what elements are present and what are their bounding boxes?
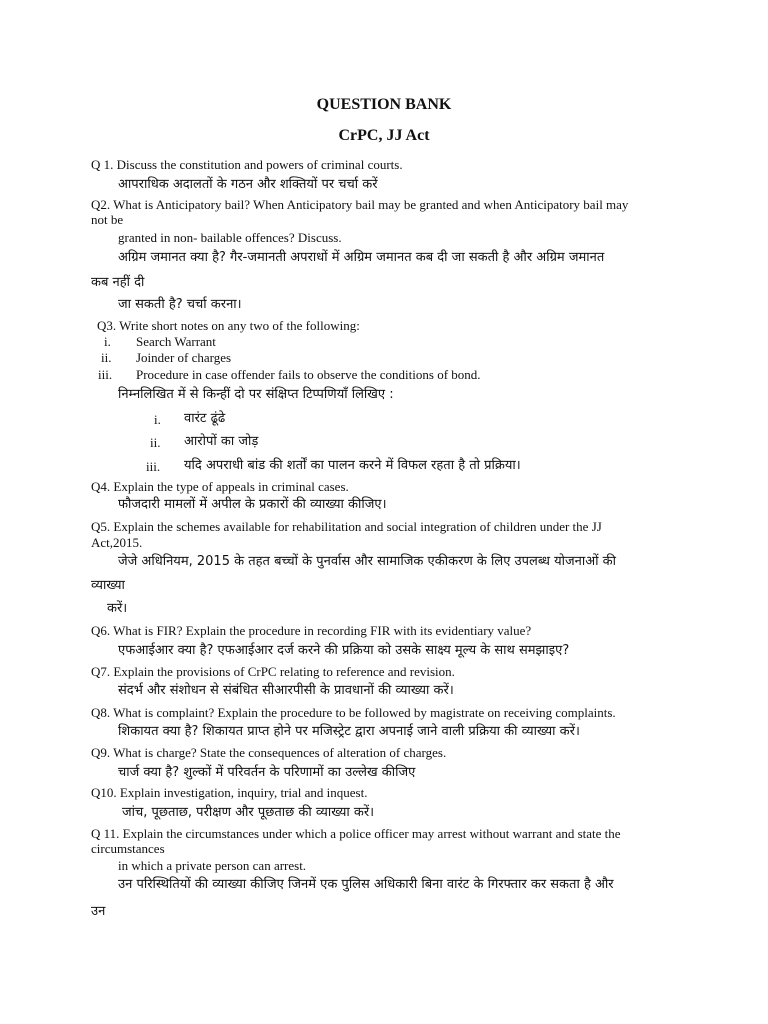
q3-hindi: निम्नलिखित में से किन्हीं दो पर संक्षिप्त टिप्पणियाँ लिखिए :: [118, 387, 394, 402]
q2-hindi-line2: कब नहीं दी: [91, 275, 145, 290]
q5-english-line1: Q5. Explain the schemes available for rehabilitation and social integration of children under the JJ: [91, 519, 602, 534]
q7-english: Q7. Explain the provisions of CrPC relating to reference and revision.: [91, 664, 455, 679]
q2-hindi-line1: अग्रिम जमानत क्या है? गैर-जमानती अपराधों में अग्रिम जमानत कब दी जा सकती है और अग्रिम जमानत: [118, 250, 605, 265]
q3-item-1-num: i.: [104, 334, 111, 349]
q3-item-2-num: ii.: [101, 350, 112, 365]
q3-item-3-text: Procedure in case offender fails to observe the conditions of bond.: [136, 367, 481, 382]
q7-hindi: संदर्भ और संशोधन से संबंधित सीआरपीसी के प्रावधानों की व्याख्या करें।: [118, 683, 454, 698]
q1-english: Q 1. Discuss the constitution and powers of criminal courts.: [91, 157, 403, 172]
q3-hindi-item-1-num: i.: [154, 412, 161, 427]
q3-hindi-item-1-text: वारंट ढूंढे: [184, 411, 226, 426]
q3-item-3-num: iii.: [98, 367, 113, 382]
q11-hindi-line2: उन: [91, 904, 106, 919]
q5-hindi-line1: जेजे अधिनियम, 2015 के तहत बच्चों के पुनर्वास और सामाजिक एकीकरण के लिए उपलब्ध योजनाओं की: [118, 554, 616, 569]
q2-hindi-line3: जा सकती है? चर्चा करना।: [118, 297, 242, 312]
q5-english-line2: Act,2015.: [91, 535, 143, 550]
q3-item-1-text: Search Warrant: [136, 334, 216, 349]
q9-english: Q9. What is charge? State the consequences of alteration of charges.: [91, 745, 447, 760]
q3-hindi-item-3-text: यदि अपराधी बांड की शर्तों का पालन करने में विफल रहता है तो प्रक्रिया।: [184, 458, 521, 473]
q3-hindi-item-3-num: iii.: [146, 459, 161, 474]
q3-english: Q3. Write short notes on any two of the following:: [97, 318, 360, 333]
q9-hindi: चार्ज क्या है? शुल्कों में परिवर्तन के परिणामों का उल्लेख कीजिए: [118, 765, 416, 780]
q1-hindi: आपराधिक अदालतों के गठन और शक्तियों पर चर्चा करें: [118, 177, 378, 192]
q10-english: Q10. Explain investigation, inquiry, trial and inquest.: [91, 785, 368, 800]
q11-english-line2: circumstances: [91, 841, 165, 856]
q11-hindi-line1: उन परिस्थितियों की व्याख्या कीजिए जिनमें एक पुलिस अधिकारी बिना वारंट के गिरफ्तार कर सकता है और: [118, 877, 614, 892]
q4-hindi: फौजदारी मामलों में अपील के प्रकारों की व्याख्या कीजिए।: [118, 497, 387, 512]
q8-english: Q8. What is complaint? Explain the procedure to be followed by magistrate on receiving complaints.: [91, 705, 616, 720]
q6-hindi: एफआईआर क्या है? एफआईआर दर्ज करने की प्रक्रिया को उसके साक्ष्य मूल्य के साथ समझाइए?: [118, 643, 570, 658]
q2-english-line2: not be: [91, 212, 124, 227]
q11-english-line3: in which a private person can arrest.: [118, 858, 307, 873]
page-title: QUESTION BANK: [316, 96, 452, 113]
q2-english-line3: granted in non- bailable offences? Discuss.: [118, 230, 342, 245]
q11-english-line1: Q 11. Explain the circumstances under which a police officer may arrest without warrant and state the: [91, 826, 621, 841]
q5-hindi-line2: व्याख्या: [91, 578, 125, 593]
q8-hindi: शिकायत क्या है? शिकायत प्राप्त होने पर मजिस्ट्रेट द्वारा अपनाई जाने वाली प्रक्रिया की व्याख्या करें।: [118, 724, 580, 739]
q6-english: Q6. What is FIR? Explain the procedure in recording FIR with its evidentiary value?: [91, 623, 532, 638]
q3-hindi-item-2-num: ii.: [150, 435, 161, 450]
q2-english-line1: Q2. What is Anticipatory bail? When Anticipatory bail may be granted and when Anticipatory bail may: [91, 197, 629, 212]
page-subtitle: CrPC, JJ Act: [338, 127, 430, 144]
q5-hindi-line3: करें।: [107, 601, 128, 616]
q3-item-2-text: Joinder of charges: [136, 350, 232, 365]
q4-english: Q4. Explain the type of appeals in criminal cases.: [91, 479, 349, 494]
q10-hindi: जांच, पूछताछ, परीक्षण और पूछताछ की व्याख्या करें।: [122, 805, 375, 820]
q3-hindi-item-2-text: आरोपों का जोड़: [184, 434, 259, 449]
